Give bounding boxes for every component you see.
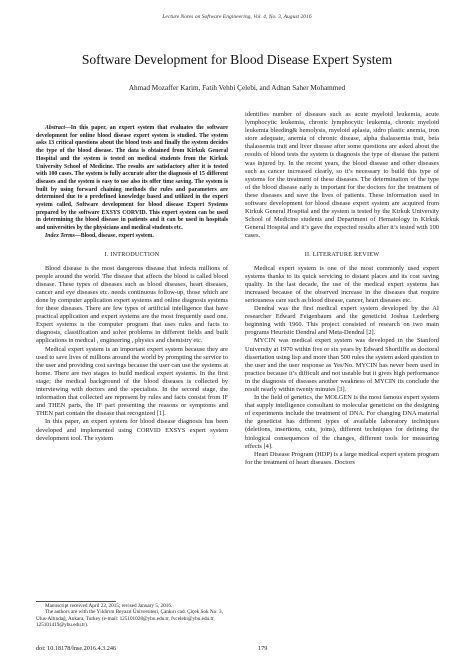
abstract: [36, 125, 228, 233]
index-terms: [36, 233, 228, 241]
paper-authors: Ahmad Mozaffer Karim, Fatih Vehbi Çelebi, and Adnan Saher Mohammed: [128, 84, 346, 92]
index-terms-label: Index Terms—: [45, 232, 81, 239]
literature-paragraph: Dendral was the first medical expert system developed by the AI researcher Edward Feigenbaum and the geneticist Joshua Lederberg beginning with 1960. This project consisted of research on two main programs Heuristic Dendral and Meta-Dendral [2].: [245, 305, 439, 337]
abstract-label: Abstract—: [45, 125, 71, 131]
literature-paragraph: Heart Disease Program (HDP) is a large medical expert system program for the treatment of heart diseases. Doctors: [245, 450, 439, 466]
footnote-received: Manuscript received April 22, 2015; revised January 5, 2016.: [45, 603, 173, 609]
intro-paragraph: Blood disease is the most dangerous disease that infects millions of people around the world. The disease that affects the blood is called blood disease. These types of diseases such as blood diseases, heart diseases, cancer and eye diseases etc. needs continuous follow-up, those which are done by computer application expert systems and online diagnosis systems for these diseases. There are few types of artificial intelligence that have practical application and expert systems are the most frequently used one. Expert systems is the computer program that uses rules and facts to diagnosis, classification and solve problems in different fields and built applications in medical , engineering , physics and chemistry etc.: [36, 264, 228, 345]
right-column: [245, 111, 439, 467]
section-heading-literature-review: II. LITERATURE REVIEW: [304, 250, 380, 258]
page-number: 179: [258, 645, 268, 652]
literature-paragraph: MYCIN was medical expert system was developed in the Stanford University at 1970 within five or six years by Edward Shortliffe as doctoral dissertation using lisp and more than 500 rules the system asked question to the user and the user response as Yes/No. MYCIN has never been used in practice because it’s difficult and not useable but it gives high performance in the diagnosis of diseases another weakness of MYCIN its conclude the result nearly within twenty minutes [3].: [245, 337, 439, 393]
paper-title: Software Development for Blood Disease Expert System: [81, 52, 393, 67]
doi: doi: 10.18178/lnse.2016.4.3.246: [36, 645, 117, 652]
abstract-text: In this paper, an expert system that evaluates the software development for online blood disease expert system is studied. The system asks 13 critical questions about the blood tests and finally the system decides the type of the blood disease. The data is obtained from Kirkuk General Hospital and the system is tested on medical students from the Kirkuk University School of Medicine. The results are satisfactory after it is tested with 100 cases. The system is fully accurate after the diagnosis of 15 different diseases and the system is easy to use also its offer time saving. The system is built by using forward chaining methods the rules and parameters are determined due to a predefined knowledge based and utilized in the expert system called, Software development for blood disease Expert Systems prepared by the software EXSYS CORVID. This expert system can be used in determining the blood disease in patients and it can be used in hospitals and universities by the physicians and medical students etc.: [36, 125, 228, 232]
index-terms-text: Blood, disease, expert system.: [80, 232, 154, 239]
footnote-authors-info: The authors are with the Yıldırım Beyazıt Üniversitesi, Çankırı cad. Çiçek Sok No: 3, Ulus-Altındağ, Ankara, Turkey (e-mail: 125101028@ybu.edu.tr, fvcelebi@ybu.edu.tr, 125101419@ybu.edu.tr).: [36, 609, 223, 629]
footnote: [36, 603, 228, 629]
journal-header: Lecture Notes on Software Engineering, Vol. 4, No. 3, August 2016: [162, 14, 312, 20]
intro-paragraph: Medical expert system is an important expert system because they are used to save lives of millions around the world by prompting the service to the user and providing cost savings because the user can use the systems at home. There are two stages to build medical expert systems. In the first stage; the medical background of the blood diseases is collected by interviewing with doctors and the specialists. In the second stage, the information that collected are represent by rules and facts consist from IF and THEN parts, the IF part presenting the reasons or symptoms and THEN part contain the disease that recognized [1].: [36, 345, 228, 418]
literature-paragraph: Medical expert system is one of the most commonly used expert systems thanks to its quick servicing to distant places and its cost saving quality. In the last decade, the use of the medical expert systems has increased because of the observed increase in the diseases that require seriousness care such as blood disease, cancer, heart diseases etc.: [245, 264, 439, 304]
footnote-divider: [36, 601, 116, 602]
section-heading-introduction: I. INTRODUCTION: [104, 250, 160, 258]
left-column: [36, 125, 228, 443]
literature-paragraph: In the field of genetics, the MOLGEN is the most famous expert system that supply intelligence consultant to molecular geneticist on the designing of experiments include the treatment of DNA. For changing DNA material the geneticist has different types of available laboratory techniques (deletions, insertions, cuts, joins), different techniques for defining the biological consequences of the changes, different tools for measuring effects [4].: [245, 394, 439, 450]
intro-continued-paragraph: identifies number of diseases such as acute myeloid leukemia, acute lymphocytic leukemia, chronic lymphocytic leukemia, chronic myeloid leukemia bleeding& hemolysis, myeloid aplasia, sidro plastic anemia, iron store adequate, anemia of chronic disease, alpha thalassemia trait, beta thalassemia trait and liver disease after some questions are asked about the results of blood tests the system is diagnosis the type of disease the patient was injured by. In the recent years, the blood disease and other diseases such as cancer increased clearly, so it’s necessary to build this type of systems for the treatment of these diseases. The determination of the type of the blood disease early is important for the doctors for the treatment of these diseases and save the lives of patients. These information used in software development for blood disease expert system are acquired from Kirkuk General Hospital and the system is tested by the Kirkuk University School of Medicine students and Department of Hematology in Kirkuk General Hospital and it’s gave the expected results after it’s tested with 100 cases.: [245, 111, 439, 240]
intro-paragraph: In this paper, an expert system for blood disease diagnosis has been developed and implemented using CORVID EXSYS expert system development tool. The system: [36, 418, 228, 442]
